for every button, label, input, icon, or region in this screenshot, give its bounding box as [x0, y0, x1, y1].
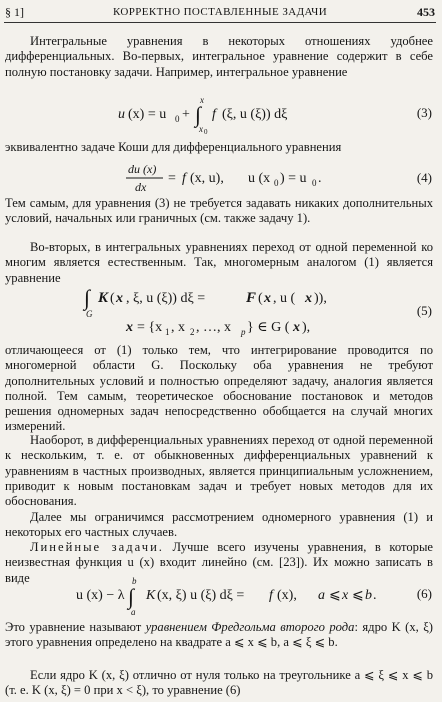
svg-text:u (x) − λ: u (x) − λ: [76, 588, 125, 603]
svg-text:, ξ, u (ξ)) dξ =: , ξ, u (ξ)) dξ =: [126, 291, 206, 306]
svg-text:x: x: [342, 588, 349, 603]
svg-text:x: x: [126, 320, 133, 335]
svg-text:0: 0: [274, 178, 279, 188]
svg-text:u: u: [118, 107, 125, 122]
paragraph-7: Далее мы ограничимся рассмотрением одномерного уравнения (1) и некоторых его частных случаев.: [5, 510, 433, 540]
svg-text:a: a: [131, 607, 136, 617]
equation-4-formula: [0, 160, 442, 196]
svg-text:, x: , x: [171, 320, 185, 335]
equation-5-formula: [0, 283, 442, 339]
svg-text:⩽: ⩽: [329, 588, 341, 603]
running-title: КОРРЕКТНО ПОСТАВЛЕННЫЕ ЗАДАЧИ: [112, 6, 328, 18]
svg-text:K: K: [146, 588, 156, 603]
svg-text:),: ),: [302, 320, 311, 335]
svg-text:F: F: [246, 290, 257, 306]
svg-text:0: 0: [312, 178, 317, 188]
paragraph-5: отличающееся от (1) только тем, что интегрирование проводится по многомерной области G. Поскольку оба уравнения не требуют дополнительных условий и полностью определяют задачу, аналогия является полной. Тем самым, теоретическое обоснование постановок и методов решения одномерных задач непосредственно обобщается на случай многих измерений.: [5, 343, 433, 434]
equation-5-number: (5): [416, 303, 432, 318]
svg-text:x: x: [199, 124, 203, 134]
equation-6-formula: [0, 574, 442, 618]
paragraph-9: [5, 620, 433, 651]
svg-text:x: x: [116, 291, 123, 306]
equation-3-number: (3): [416, 105, 432, 120]
svg-text:2: 2: [190, 327, 195, 337]
svg-text:) = u: ) = u: [280, 171, 307, 186]
svg-text:)),: )),: [314, 291, 327, 306]
section-marker: § 1]: [5, 5, 24, 19]
svg-text:f: f: [182, 171, 186, 186]
svg-text:(x, u),: (x, u),: [190, 171, 224, 186]
svg-text:1: 1: [165, 327, 170, 337]
svg-text:.: .: [373, 588, 377, 603]
svg-text:K: K: [98, 290, 109, 306]
svg-text:} ∈ G (: } ∈ G (: [247, 320, 290, 335]
equation-5: [0, 283, 442, 339]
svg-text:∫: ∫: [195, 102, 202, 127]
svg-text:G: G: [86, 309, 93, 319]
svg-text:(x),: (x),: [277, 588, 297, 603]
svg-text:=: =: [168, 171, 176, 186]
running-header: [5, 5, 435, 21]
svg-text:u (x: u (x: [248, 171, 271, 186]
svg-text:(x, ξ) u (ξ) dξ =: (x, ξ) u (ξ) dξ =: [157, 588, 245, 603]
svg-text:(: (: [258, 291, 263, 306]
svg-text:p: p: [241, 327, 246, 337]
paragraph-8-text: Лучше всего изучены уравнения, в которые неизвестная функция u (x) входит линейно (см. [23]). Их можно записать в виде: [5, 540, 433, 585]
svg-text:x: x: [305, 291, 312, 306]
fredholm-term: уравнением Фредгольма второго рода: [145, 620, 355, 634]
equation-4-number: (4): [416, 170, 432, 185]
svg-text:∫: ∫: [128, 584, 135, 609]
svg-text:du (x): du (x): [128, 162, 157, 176]
svg-text:, u (: , u (: [273, 291, 296, 306]
svg-text:dx: dx: [135, 180, 147, 194]
equation-3-formula: [0, 93, 442, 135]
svg-text:(ξ, u (ξ)) dξ: (ξ, u (ξ)) dξ: [222, 107, 288, 122]
svg-text:f: f: [212, 107, 216, 122]
page-number: 453: [417, 5, 435, 19]
svg-text:∫: ∫: [84, 285, 91, 310]
paragraph-6: Наоборот, в дифференциальных уравнениях переход от одной переменной к нескольким, т. е. от обыкновенных дифференциальных уравнений к уравнениям в частных производных, является принципиальным усложнением, приводит к новым постановкам задач и требует новых методов для их обоснования.: [5, 433, 433, 509]
svg-text:f: f: [269, 588, 273, 603]
paragraph-9-text-b: : ядро K (x, ξ) этого уравнения определено на квадрате a ⩽ x ⩽ b, a ⩽ ξ ⩽ b.: [5, 620, 434, 650]
svg-text:+: +: [182, 107, 190, 122]
svg-text:x: x: [200, 95, 204, 105]
svg-text:⩽: ⩽: [352, 588, 364, 603]
svg-text:0: 0: [175, 114, 180, 124]
svg-text:b: b: [132, 576, 137, 586]
equation-6-number: (6): [416, 586, 432, 601]
paragraph-3: Тем самым, для уравнения (3) не требуется задавать никаких дополнительных условий, начальных или граничных (см. также задачу 1).: [5, 196, 433, 226]
equation-3: [0, 93, 442, 135]
paragraph-10: Если ядро K (x, ξ) отлично от нуля только на треугольнике a ⩽ ξ ⩽ x ⩽ b (т. е. K (x, ξ) = 0 при x < ξ), то уравнение (6): [5, 668, 433, 698]
equation-6: [0, 574, 442, 618]
paragraph-9-text-a: Это уравнение называют: [5, 620, 142, 634]
svg-text:x: x: [264, 291, 271, 306]
svg-text:= {x: = {x: [137, 320, 163, 335]
svg-text:(: (: [110, 291, 115, 306]
svg-text:(x) = u: (x) = u: [128, 107, 167, 122]
paragraph-4: Во-вторых, в интегральных уравнениях переход от одной переменной ко многим является естественным. Так, многомерным аналогом (1) является уравнение: [5, 240, 433, 285]
paragraph-1: Интегральные уравнения в некоторых отношениях удобнее дифференциальных. Во-первых, интегральное уравнение содержит в себе полную постановку задачи. Например, интегральное уравнение: [5, 34, 433, 79]
svg-text:, …, x: , …, x: [196, 320, 231, 335]
svg-text:.: .: [318, 171, 322, 186]
svg-text:x: x: [293, 320, 300, 335]
svg-text:b: b: [365, 588, 372, 603]
svg-text:a: a: [318, 588, 325, 603]
equation-4: [0, 160, 442, 196]
paragraph-8-heading: Линейные задачи.: [30, 540, 164, 554]
header-rule: [4, 22, 436, 23]
paragraph-2: эквивалентно задаче Коши для дифференциального уравнения: [5, 140, 342, 154]
svg-text:0: 0: [204, 128, 208, 135]
